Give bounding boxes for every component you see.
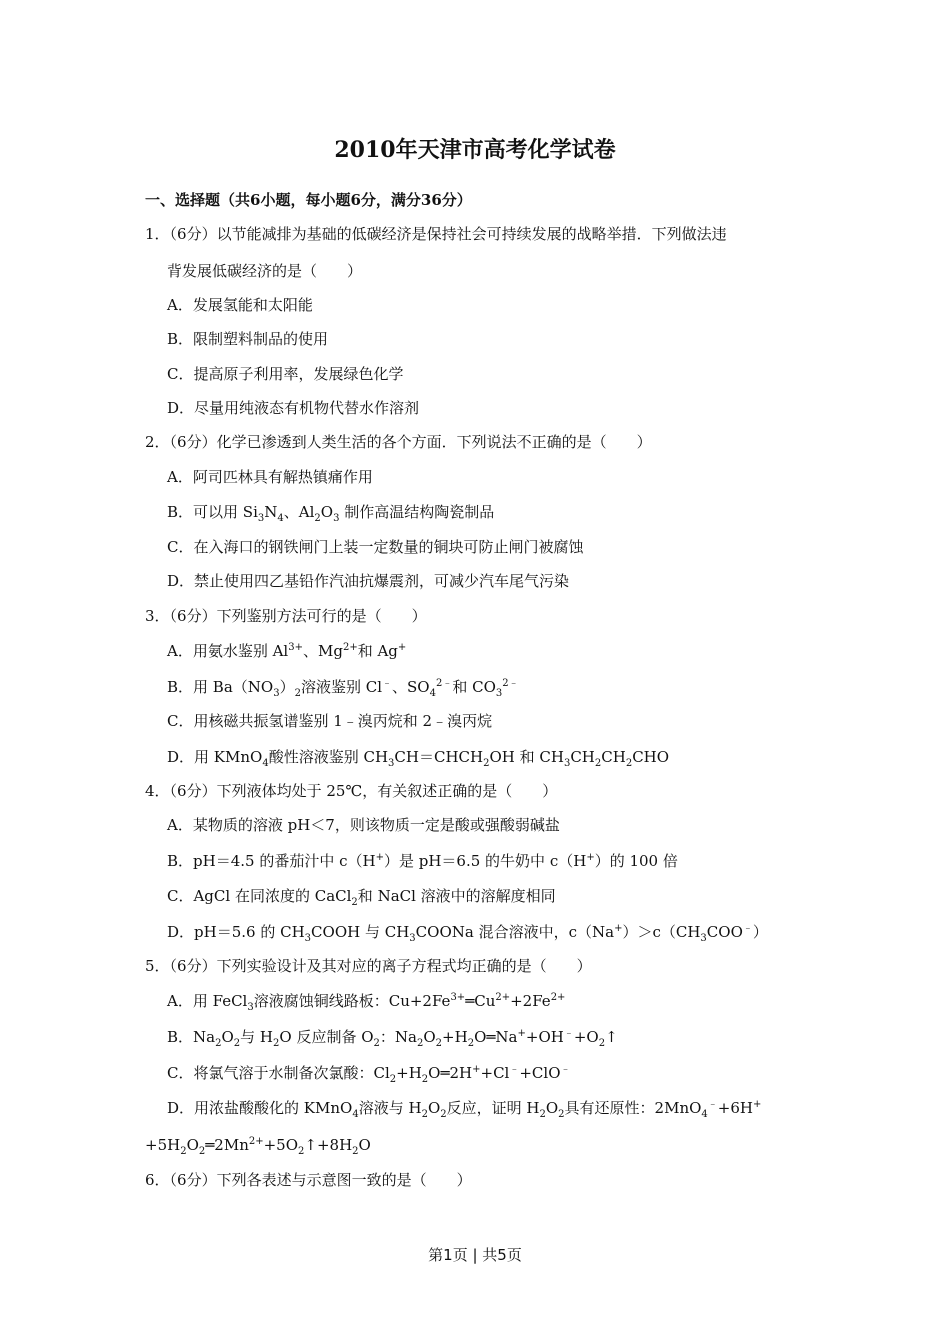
page-title: 2010年天津市高考化学试卷 xyxy=(334,137,616,163)
q1-option-b: B．限制塑料制品的使用 xyxy=(167,330,329,348)
q2-option-c: C．在入海口的钢铁闸门上装一定数量的铜块可防止闸门被腐蚀 xyxy=(167,538,584,556)
q6-stem: 6．（6分）下列各表述与示意图一致的是（ ） xyxy=(145,1171,472,1189)
q4-option-c: C．AgCl 在同浓度的 CaCl$_2$和 NaCl 溶液中的溶解度相同 xyxy=(167,887,556,908)
q5-option-c: C．将氯气溶于水制备次氯酸：$Cl_2+H_2O═2H^++Cl^﹣+ClO^﹣$ xyxy=(167,1064,571,1085)
q2-option-a: A．阿司匹林具有解热镇痛作用 xyxy=(167,468,373,486)
q5-option-d: D．用浓盐酸酸化的 KMnO$_4$溶液与 $H_2O_2$反应，证明 $H_2O_2$具有还原性：2MnO$_4$﹣+6H+ xyxy=(167,1099,762,1120)
q1-option-a: A．发展氢能和太阳能 xyxy=(167,296,313,314)
q3-option-d: D．用 KMnO$_4$酸性溶液鉴别 $CH_3CH=CHCH_2OH$ 和 $CH_3CH_2CH_2CHO$ xyxy=(167,748,670,769)
q2-stem: 2．（6分）化学已渗透到人类生活的各个方面．下列说法不正确的是（ ） xyxy=(145,433,652,451)
q3-option-b: B．用 $Ba(NO_3)_2$溶液鉴别 Cl﹣、$SO_4^{2﹣}$和 $CO_3^{2﹣}$ xyxy=(167,678,519,699)
q4-stem: 4．（6分）下列液体均处于 25℃，有关叙述正确的是（ ） xyxy=(145,782,558,800)
q2-option-b: B．可以用 $Si_3N_4$、$Al_2O_3$ 制作高温结构陶瓷制品 xyxy=(167,503,495,524)
q5-option-d-continued: $+5H_2O_2═2Mn^{2+}+5O_2↑+8H_2O$ xyxy=(145,1136,371,1157)
q5-option-b: B．$Na_2O_2$与 $H_2O$ 反应制备 $O_2$：$Na_2O_2+H_2O═Na^++OH^﹣+O_2↑$ xyxy=(167,1028,618,1049)
q1-stem-continued: 背发展低碳经济的是（ ） xyxy=(167,262,363,280)
q2-option-d: D．禁止使用四乙基铅作汽油抗爆震剂，可减少汽车尾气污染 xyxy=(167,572,570,590)
q3-option-a: A．用氨水鉴别 $Al^{3+}$、$Mg^{2+}$和 Ag+ xyxy=(167,642,407,660)
q4-option-b: B．pH＝4.5 的番茄汁中 c（H+）是 pH＝6.5 的牛奶中 c（H+）的 100 倍 xyxy=(167,852,678,870)
q1-option-d: D．尽量用纯液态有机物代替水作溶剂 xyxy=(167,399,420,417)
q1-stem: 1．（6分）以节能减排为基础的低碳经济是保持社会可持续发展的战略举措．下列做法违 xyxy=(145,225,727,243)
q1-option-c: C．提高原子利用率，发展绿色化学 xyxy=(167,365,404,383)
section-heading: 一、选择题（共6小题，每小题6分，满分36分） xyxy=(145,191,472,209)
q4-option-d: D．pH＝5.6 的 $CH_3COOH$ 与 $CH_3COONa$ 混合溶液中，$c(Na^+)>c(CH_3COO^﹣)$ xyxy=(167,923,768,944)
q3-stem: 3．（6分）下列鉴别方法可行的是（ ） xyxy=(145,607,427,625)
q5-option-a: A．用 FeCl$_3$溶液腐蚀铜线路板：$Cu+2Fe^{3+}═Cu^{2+}+2Fe^{2+}$ xyxy=(167,992,566,1013)
q3-option-c: C．用核磁共振氢谱鉴别 1﹣溴丙烷和 2﹣溴丙烷 xyxy=(167,712,493,730)
page-footer: 第1页 | 共5页 xyxy=(428,1246,522,1264)
q5-stem: 5．（6分）下列实验设计及其对应的离子方程式均正确的是（ ） xyxy=(145,957,592,975)
q4-option-a: A．某物质的溶液 pH＜7，则该物质一定是酸或强酸弱碱盐 xyxy=(167,816,560,834)
